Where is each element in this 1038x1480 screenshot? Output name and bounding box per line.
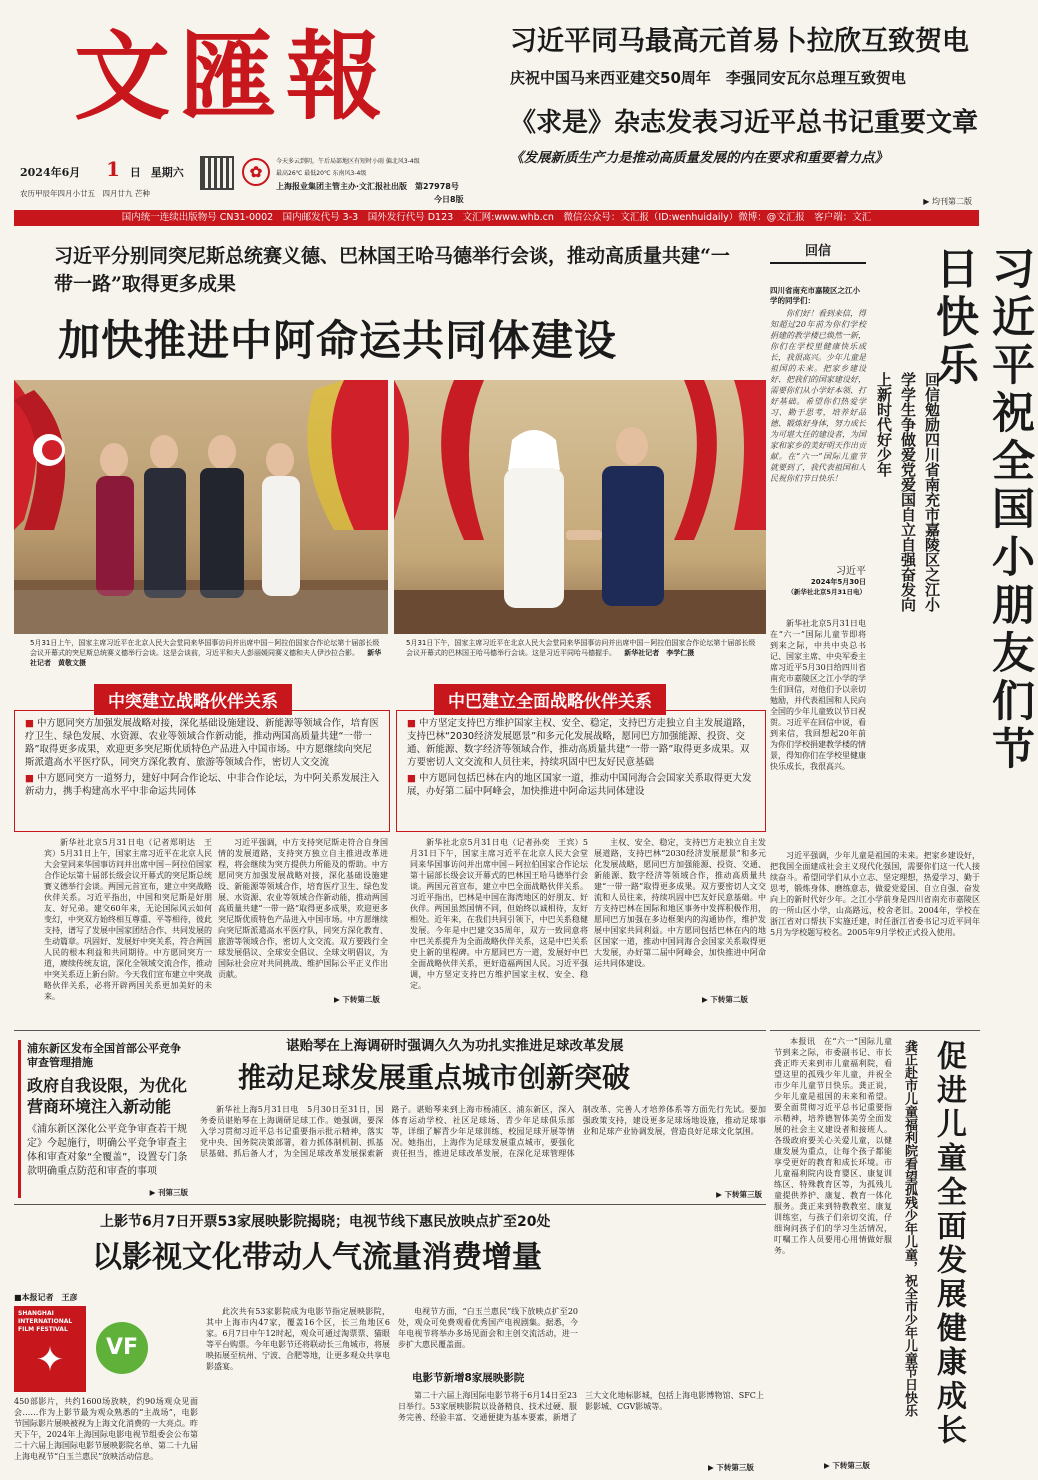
license-bar: 国内统一连续出版物号 CN31-0002 国内邮发代号 3-3 国外发行代号 D123 文汇网:www.whb.cn 微信公众号：文汇报（ID:wenhuidaily）微博：@文汇报 客户端：文汇 — [14, 210, 979, 226]
letter-date: 2024年5月30日 — [810, 578, 866, 586]
film-reel-icon: ✦ — [35, 1340, 65, 1380]
main-headline[interactable]: 加快推进中阿命运共同体建设 — [58, 316, 618, 365]
point-tunisia-1: ■ 中方愿同突方加强发展战略对接，深化基础设施建设、新能源等领域合作，培育医疗卫生、绿色发展、水资源、农业等领域合作新动能，推动两国高质量共建“一带一路”取得更多成果，欢迎更多突尼斯优质特色产品进入中国市场。中方愿继续向突尼斯派遣高水平医疗队，同突方深化教育、旅游等领域合作，密切人文交流 — [25, 717, 379, 769]
body-tunisia-2: 习近平强调，中方支持突尼斯走符合自身国情的发展道路，支持突方独立自主推进改革进程，将会继续为突方提供力所能及的帮助。中方愿同突方加强发展战略对接，深化基础设施建设、新能源等领域合作，培育医疗卫生、绿色发展、水资源、农业等领域合作新动能，推动两国高质量共建“一带一路”取得更多成果，欢迎更多突尼斯优质特色产品进入中国市场。中方愿继续向突尼斯派遣高水平医疗队，同突方深化教育、旅游等领域合作，密切人文交流。双方要践行全球发展倡议、全球安全倡议、全球文明倡议，为国际社会应对共同挑战、维护国际公平正义作出贡献。 — [218, 838, 388, 979]
jump-page-2[interactable]: ▶ 均刊第二版 — [923, 197, 972, 206]
tag-bahrain: 中巴建立全面战略伙伴关系 — [434, 684, 666, 715]
football-body: 新华社上海5月31日电 5月30日至31日，国务委员谌贻琴在上海调研足球工作。她强调，要深入学习贯彻习近平总书记重要指示批示精神，落实党中央、国务院决策部署，着力抓体制机制、抓基层基础、抓后备人才，为全国足球改革发展探索新路子。谌贻琴来到上海市杨浦区、浦东新区，深入体育运动学校、社区足球场、青少年足球俱乐部等，详细了解青少年足球训练、校园足球开展等情况。她指出，上海作为足球发展重点城市，要强化责任担当，推进足球改革发展，在深化足球管理体制改革、完善人才培养体系等方面先行先试。要加强政策支持，建设更多足球场地设施，推动足球事业和足球产业协调发展，营造良好足球文化氛围。 — [200, 1105, 766, 1158]
letter-column — [770, 240, 866, 610]
children-body: 本报讯 在“六一”国际儿童节到来之际，市委副书记、市长龚正昨天来到市儿童福利院，看望这里的孤残少年儿童，并祝全市少年儿童节日快乐。龚正说，少年儿童是祖国的未来和希望。要全面贯彻习近平总书记重要指示精神，培养德智体美劳全面发展的社会主义建设者和接班人。各级政府要关心关爱儿童，以健康发展为重点，让每个孩子都能享受更好的教育和成长环境。市儿童福利院内设育婴区、康复训练区、特殊教育区等，为孤残儿童提供养护、康复、教育一体化服务。龚正来到特教教室、康复训练室，与孩子们亲切交流，仔细询问孩子们的学习生活情况，叮嘱工作人员要用心用情做好服务。 — [774, 1037, 892, 1255]
caption-bahrain — [406, 638, 762, 658]
sift-logo-text: SHANGHAI INTERNATIONAL FILM FESTIVAL — [18, 1310, 73, 1333]
publisher-line: 上海报业集团主管主办·文汇报社出版 第27978号 — [276, 182, 459, 191]
football-headline[interactable]: 推动足球发展重点城市创新突破 — [238, 1061, 631, 1094]
jump-tunisia[interactable]: ▶ 下转第二版 — [334, 995, 380, 1004]
year-month: 2024年6月 — [20, 166, 81, 179]
pudong-headline[interactable]: 政府自我设限，为优化营商环境注入新动能 — [27, 1076, 188, 1116]
page-count: 今日8版 — [434, 195, 464, 204]
subhead-malaysia: 庆祝中国马来西亚建交50周年 李强同安瓦尔总理互致贺电 — [510, 69, 906, 87]
pudong-summary: 《浦东新区深化公平竞争审查若干规定》今起施行，明确公平竞争审查主体和审查对象“全覆盖”，设置专门条款明确重点防范和审查的事项 — [27, 1124, 188, 1177]
letter-signature: 习近平 — [836, 566, 866, 577]
football-kicker: 谌贻琴在上海调研时强调久久为功扎实推进足球改革发展 — [286, 1038, 624, 1054]
photo-tunisia — [14, 380, 388, 634]
film-kicker: 上影节6月7日开票53家展映影院揭晓；电视节线下惠民放映点扩至20处 — [100, 1214, 551, 1230]
point-bahrain-1: ■ 中方坚定支持巴方维护国家主权、安全、稳定，支持巴方走独立自主发展道路，支持巴林“2030经济发展愿景”和多元化发展战略，愿同巴方加强能源、投资、交通、新能源、数字经济等领域合作，推动高质量共建“一带一路”取得更多成果。双方要密切人文交流和人员往来，持续巩固中巴友好民意基础 — [407, 717, 755, 769]
top-headlines — [510, 20, 980, 210]
kids-body-2: 习近平强调，少年儿童是祖国的未来。把家乡建设好，把我国全面建成社会主义现代化强国，需要你们这一代人接续奋斗。希望同学们从小立志、坚定理想，热爱学习、勤于思考，锻炼身体、磨练意志，做爱党爱国、自立自强、奋发向上的新时代好少年。之江小学前身是四川省南充市嘉陵区的一所山区小学，山高路远，校舍老旧。2004年，学校在浙江省对口帮扶下实施迁建，时任浙江省委书记习近平同年5月为学校题写校名。2005年9月学校正式投入使用。 — [770, 851, 980, 937]
film-body-3: 电视节方面，“白玉兰惠民”线下放映点扩至20处，观众可免费观看优秀国产电视剧集。据悉，今年电视节将举办多场见面会和主创交流活动，进一步扩大惠民覆盖面。 — [398, 1307, 578, 1349]
sift-logo — [14, 1306, 86, 1392]
tv-logo-text: VF — [105, 1335, 139, 1360]
points-box-bahrain — [396, 710, 766, 832]
film-body-4: 第二十六届上海国际电影节将于6月14日至23日举行。53家展映影院以设备精良、技术过硬、服务完善、经验丰富、交通便捷为基本要素，新增了三大文化地标影城，包括上海电影博物馆、SFC上影影城、CGV影城等。 — [398, 1391, 764, 1422]
headline-qiushi[interactable]: 《求是》杂志发表习近平总书记重要文章 — [510, 108, 979, 138]
children-headline[interactable]: 促进儿童全面发展健康成长 — [931, 1040, 966, 1448]
qr-code — [200, 156, 234, 190]
children-subtitle: 龚正赴市儿童福利院看望孤残少年儿童，祝全市少年儿童节日快乐 — [902, 1040, 917, 1417]
divider-horizontal-1 — [14, 1030, 766, 1031]
credit-bahrain: 新华社记者 李学仁摄 — [624, 649, 695, 657]
kids-body-1: 新华社北京5月31日电 在“六一”国际儿童节即将到来之际，中共中央总书记、国家主席、中央军委主席习近平5月30日给四川省南充市嘉陵区之江小学的学生们回信，对他们予以亲切勉励，并代表祖国和人民向全国的少年儿童致以节日祝贺。习近平在回信中说，看到来信，我回想起20年前为你们学校捐建教学楼的情景，得知你们在学校里健康快乐成长，我很高兴。 — [770, 619, 874, 771]
letter-title — [770, 240, 866, 264]
jump-bahrain[interactable]: ▶ 下转第二版 — [702, 995, 748, 1004]
football-jump[interactable]: ▶ 下转第三版 — [716, 1190, 762, 1199]
photo-tunisia-image — [14, 380, 388, 634]
film-headline[interactable]: 以影视文化带动人气流量消费增量 — [92, 1240, 542, 1275]
body-bahrain-1: 新华社北京5月31日电（记者孙奕 王宾）5月31日下午，国家主席习近平在北京人民大会堂同来华国事访问并出席中国－阿拉伯国家合作论坛第十届部长级会议开幕式的巴林国王哈马德举行会谈。两国元首宣布，建立中巴全面战略伙伴关系。习近平指出，巴林是中国在海湾地区的好朋友、好伙伴。两国虽然国情不同，但始终以诚相待，友好相处。近年来，在我们共同引领下，中巴关系稳健发展。今年是中巴建交35周年，双方一致同意将中巴关系提升为全面战略伙伴关系，这是中巴关系史上新的里程碑。中方愿同巴方一道，发展好中巴全面战略伙伴关系，更好造福两国人民。习近平强调，中方坚定支持巴方维护国家主权、安全、稳定。 — [410, 838, 588, 990]
headline-malaysia[interactable]: 习近平同马最高元首易卜拉欣互致贺电 — [510, 26, 969, 57]
letter-title-text: 回信 — [804, 244, 831, 259]
kids-headline[interactable]: 习近平祝全国小朋友们节日快乐 — [929, 246, 1035, 774]
newspaper-logo: 文匯報 — [74, 20, 392, 133]
children-jump[interactable]: ▶ 下转第三版 — [824, 1461, 870, 1470]
date-line — [20, 157, 184, 181]
film-body-2: 此次共有53家影院成为电影节指定展映影院，其中上海市内47家，覆盖16个区，长三角地区6家。6月7日中午12时起，观众可通过淘票票、猫眼等平台购票。今年电影节还将联动长三角城市，将展映拓展至杭州、宁波、合肥等地，让更多观众共享电影盛宴。 — [206, 1307, 390, 1371]
weekday: 星期六 — [150, 166, 184, 179]
film-body-1: 450部影片，共约1600场放映，约90场观众见面会……作为上影节最为观众熟悉的“主战场”，电影节国际影片展映被视为上海文化消费的一大亮点。昨天下午，2024年上海国际电影电视节组委会公布第二十六届上海国际电影节展映影院名单、第二十九届上海电视节“白玉兰惠民”放映活动信息。 — [14, 1397, 198, 1461]
pudong-jump[interactable]: ▶ 刊第三版 — [149, 1188, 188, 1197]
group-logo-icon: ✿ — [242, 158, 270, 186]
film-story — [14, 1210, 766, 1472]
pudong-kicker: 浦东新区发布全国首部公平竞争审查管理措施 — [27, 1042, 181, 1069]
football-story — [200, 1036, 766, 1200]
caption-bahrain-text: 5月31日下午，国家主席习近平在北京人民大会堂同来华国事访问并出席中国－阿拉伯国家合作论坛第十届部长级会议开幕式的巴林国王哈马德举行会谈。这是习近平同哈马德握手。 — [406, 639, 756, 657]
point-bahrain-2: ■ 中方愿同包括巴林在内的地区国家一道，推动中国同海合会国家关系取得更大发展，办好第二届中阿峰会，加快推进中阿命运共同体建设 — [407, 772, 755, 798]
day-number: 1 — [106, 157, 121, 181]
day-label: 日 — [129, 166, 141, 179]
letter-source: （新华社北京5月31日电） — [787, 588, 866, 596]
divider-horizontal-2 — [14, 1204, 766, 1205]
photo-bahrain — [394, 380, 766, 634]
film-jump[interactable]: ▶ 下转第三版 — [708, 1463, 754, 1472]
body-bahrain-2: 主权、安全、稳定，支持巴方走独立自主发展道路，支持巴林“2030经济发展愿景”和多元化发展战略，愿同巴方加强能源、投资、交通、新能源、数字经济等领域合作，推动高质量共建“一带一路”取得更多成果。双方要密切人文交流和人员往来，持续巩固中巴友好民意基础。中方支持巴林在国际和地区事务中发挥积极作用，愿同巴方加强在多边框架内的沟通协作，维护发展中国家共同利益。中方愿同包括巴林在内的地区国家一道，推动中国同海合会国家关系取得更大发展，办好第二届中阿峰会，加快推进中阿命运共同体建设。 — [594, 838, 766, 968]
lunar-date: 农历甲辰年四月小廿五 四月廿九 芒种 — [20, 189, 150, 198]
kids-subtitle: 回信勉励四川省南充市嘉陵区之江小学学生争做爱党爱国自立自强奋发向上新时代好少年 — [875, 372, 941, 612]
tag-tunisia: 中突建立战略伙伴关系 — [94, 684, 292, 715]
weather-2: 最高26℃ 最低20℃ 东南风3-4级 — [276, 170, 367, 177]
subhead-qiushi: 《发展新质生产力是推动高质量发展的内在要求和重要着力点》 — [510, 150, 888, 166]
main-story — [14, 232, 766, 1012]
body-tunisia-1: 新华社北京5月31日电（记者郑明达 王宾）5月31日上午，国家主席习近平在北京人民大会堂同来华国事访问并出席中国－阿拉伯国家合作论坛第十届部长级会议开幕式的突尼斯总统赛义德举行会谈。两国元首宣布，建立中突战略伙伴关系。习近平指出，中国和突尼斯是好朋友、好兄弟。建交60年来，无论国际风云如何变幻，中突双方始终相互尊重、平等相待，彼此支持，谱写了发展中国家团结合作、共同发展的生动篇章。巩固好、发展好中突关系，符合两国人民的根本利益和共同期待。中方愿同突方一道，赓续传统友谊，深化全领域交流合作，推动中突关系迈上新台阶。今天我们宣布建立中突战略伙伴关系，必将开辟两国关系更加美好的未来。 — [44, 838, 212, 1001]
points-box-tunisia — [14, 710, 390, 832]
main-kicker: 习近平分别同突尼斯总统赛义德、巴林国王哈马德举行会谈，推动高质量共建“一带一路”取得更多成果 — [54, 245, 730, 295]
film-subhead: 电影节新增8家展映影院 — [412, 1372, 525, 1384]
letter-body: 你们好！看到来信，得知超过20年前为你们学校捐建的教学楼已焕然一新，你们在学校里健康快乐成长，我很高兴。少年儿童是祖国的未来。把家乡建设好、把我们的国家建设好，需要你们从小学好本领、打好基础。希望你们热爱学习、勤于思考，培养好品德、锻炼好身体，努力成长为可堪大任的建设者，为国家和家乡的美好明天作出贡献。在“六一”国际儿童节就要到了，我代表祖国和人民祝你们节日快乐！ — [770, 309, 866, 483]
film-byline: ■本报记者 王彦 — [14, 1293, 78, 1302]
masthead — [14, 12, 484, 207]
weather-1: 今天多云到阴，午后局部地区有短时小雨 偏北风3-4级 — [276, 158, 420, 165]
point-tunisia-2: ■ 中方愿同突方一道努力，建好中阿合作论坛、中非合作论坛，为中阿关系发展注入新动力，携手构建高水平中非命运共同体 — [25, 772, 379, 798]
tv-festival-logo — [96, 1322, 148, 1374]
pudong-box — [18, 1040, 194, 1198]
credit-tunisia: 新华社记者 黄敬文摄 — [30, 649, 382, 667]
caption-tunisia — [30, 638, 386, 668]
photo-bahrain-image — [394, 380, 766, 634]
caption-tunisia-text: 5月31日上午，国家主席习近平在北京人民大会堂同来华国事访问并出席中国－阿拉伯国家合作论坛第十届部长级会议开幕式的突尼斯总统赛义德举行会谈。这是会谈前，习近平和夫人彭丽媛同赛义德和夫人伊沙拉合影。 — [30, 639, 380, 657]
letter-addressee: 四川省南充市嘉陵区之江小学的同学们： — [770, 286, 860, 305]
divider-horizontal-3 — [770, 1030, 980, 1031]
